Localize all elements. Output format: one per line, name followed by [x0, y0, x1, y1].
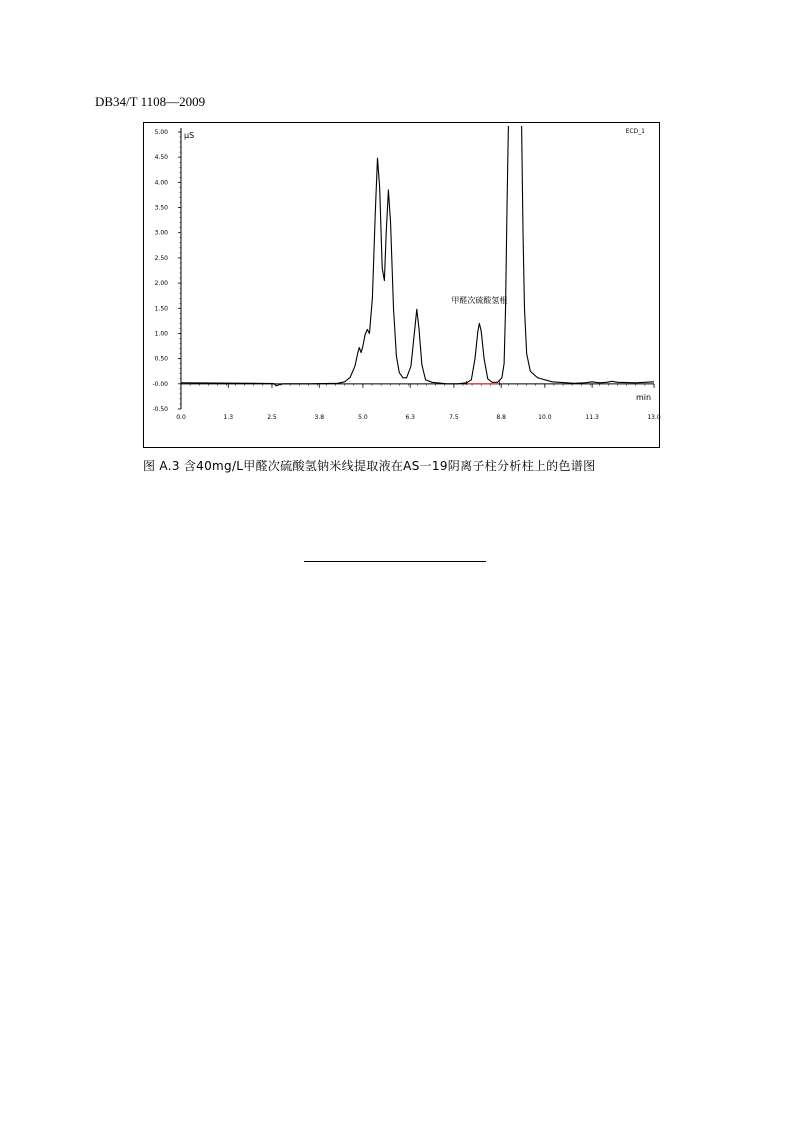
- y-tick-label: 4.50: [154, 154, 168, 162]
- x-tick-label: 6.3: [405, 414, 415, 421]
- chromatogram-trace: [181, 123, 654, 386]
- x-tick-label: 10.0: [538, 414, 552, 421]
- x-tick-label: 0.0: [176, 414, 186, 421]
- y-axis-ticks: [152, 129, 181, 413]
- y-tick-label: 4.00: [154, 179, 168, 187]
- y-tick-label: 0.50: [154, 355, 168, 363]
- x-tick-label: 11.3: [585, 414, 599, 421]
- x-tick-label: 13.0: [647, 414, 661, 421]
- y-tick-label: 3.00: [154, 229, 168, 237]
- document-header: DB34/T 1108—2009: [95, 94, 206, 109]
- y-tick-label: 1.50: [154, 305, 168, 313]
- x-axis-unit-label: min: [636, 392, 652, 402]
- y-tick-label: -0.50: [152, 406, 168, 413]
- y-tick-label: 5.00: [154, 129, 168, 136]
- x-tick-label: 8.8: [496, 414, 506, 421]
- y-tick-label: 2.50: [154, 254, 168, 262]
- chromatogram-frame: [143, 122, 660, 448]
- plot-area: [181, 123, 654, 386]
- x-tick-label: 3.8: [314, 414, 325, 421]
- trace-label: ECD_1: [625, 128, 645, 135]
- x-tick-label: 2.5: [267, 414, 277, 421]
- chromatogram-chart: [144, 123, 661, 449]
- y-tick-label: -0.00: [152, 380, 168, 388]
- y-tick-label: 2.00: [154, 280, 168, 288]
- x-tick-label: 7.5: [449, 414, 459, 421]
- y-tick-label: 3.50: [154, 204, 168, 212]
- peak-annotation: 甲醛次硫酸氢根: [451, 296, 508, 306]
- x-axis-ticks: [176, 384, 661, 421]
- x-tick-label: 5.0: [358, 414, 368, 421]
- end-divider: [304, 561, 486, 562]
- y-axis-unit-label: µS: [184, 131, 195, 140]
- x-tick-label: 1.3: [223, 414, 234, 421]
- y-tick-label: 1.00: [154, 330, 168, 338]
- chart-axes: [181, 128, 654, 409]
- figure-caption: 图 A.3 含40mg/L甲醛次硫酸氢钠米线提取液在AS一19阴离子柱分析柱上的色谱图: [143, 459, 596, 473]
